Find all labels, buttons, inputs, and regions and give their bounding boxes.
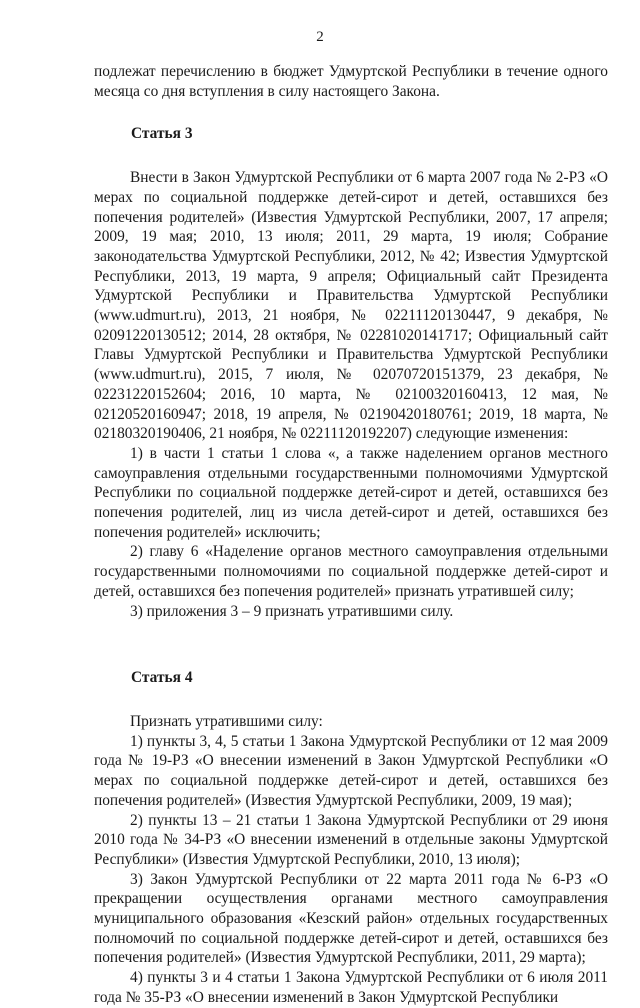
article-3-item: 2) главу 6 «Наделение органов местного самоуправления отдельными государственными полномочиями по социальной поддержке детей-сирот и детей, оставшихся без попечения родителей» признать утратившей силу; [94,543,608,600]
article-3-item: 3) приложения 3 – 9 признать утратившими силу. [130,602,454,620]
document-body [94,62,608,1008]
article-3-intro: Внести в Закон Удмуртской Республики от 6 марта 2007 года № 2-РЗ «О мерах по социальной поддержке детей-сирот и детей, оставшихся без попечения родителей» (Известия Удмуртской Республики, 2007, 17 апреля; 2009, 19 мая; 2010, 13 июля; 2011, 29 марта, 19 июля; Собрание законодательства Удмуртской Республики, 2012, № 42; Известия Удмуртской Республики, 2013, 19 марта, 9 апреля; Официальный сайт Президента Удмуртской Республики и Правительства Удмуртской Республики (www.udmurt.ru), 2013, 21 ноября, № 02211120130447, 9 декабря, № 02091220130512; 2014, 28 октября, № 02281020141717; Официальный сайт Главы Удмуртской Республики и Правительства Удмуртской Республики (www.udmurt.ru), 2015, 7 июля, № 02070720151379, 23 декабря, № 02231220152604; 2016, 10 марта, № 02100320160413, 12 мая, № 02120520160947; 2018, 19 апреля, № 02190420180761; 2019, 18 марта, № 02180320190406, 21 ноября, № 02211120192207) следующие изменения: [94,169,608,443]
article-3-items [94,444,608,621]
article-4-intro: Признать утратившими силу: [130,712,323,730]
article-4-item: 3) Закон Удмуртской Республики от 22 марта 2011 года № 6-РЗ «О прекращении осуществления органами местного самоуправления муниципального образования «Кезский район» отдельных государственных полномочий по социальной поддержке детей-сирот и детей, оставшихся без попечения родителей» (Известия Удмуртской Республики, 2011, 29 марта); [94,870,608,967]
article-3-title: Статья 3 [131,125,193,143]
article-4-item: 2) пункты 13 – 21 статьи 1 Закона Удмуртской Республики от 29 июня 2010 года № 34-РЗ «О внесении изменений в отдельные законы Удмуртской Республики» (Известия Удмуртской Республики, 2010, 13 июля); [94,811,608,868]
spacer [94,621,608,645]
article-4-item: 1) пункты 3, 4, 5 статьи 1 Закона Удмуртской Республики от 12 мая 2009 года № 19-РЗ «О внесении изменений в Закон Удмуртской Республики «О мерах по социальной поддержке детей-сирот и детей, оставшихся без попечения родителей» (Известия Удмуртской Республики, 2009, 19 мая); [94,732,608,809]
article-4-title: Статья 4 [131,669,193,687]
article-3-item: 1) в части 1 статьи 1 слова «, а также наделением органов местного самоуправления отдельными государственными полномочиями Удмуртской Республики по социальной поддержке детей-сирот и детей, оставшихся без попечения родителей, лиц из числа детей-сирот и детей, оставшихся без попечения родителей» исключить; [94,444,608,541]
intro-paragraph: подлежат перечислению в бюджет Удмуртской Республики в течение одного месяца со дня вступления в силу настоящего Закона. [94,63,608,100]
article-4-item: 4) пункты 3 и 4 статьи 1 Закона Удмуртской Республики от 6 июля 2011 года № 35-РЗ «О внесении изменений в Закон Удмуртской Республики [94,969,608,1006]
article-4-items [94,732,608,1008]
page-number: 2 [316,29,324,45]
